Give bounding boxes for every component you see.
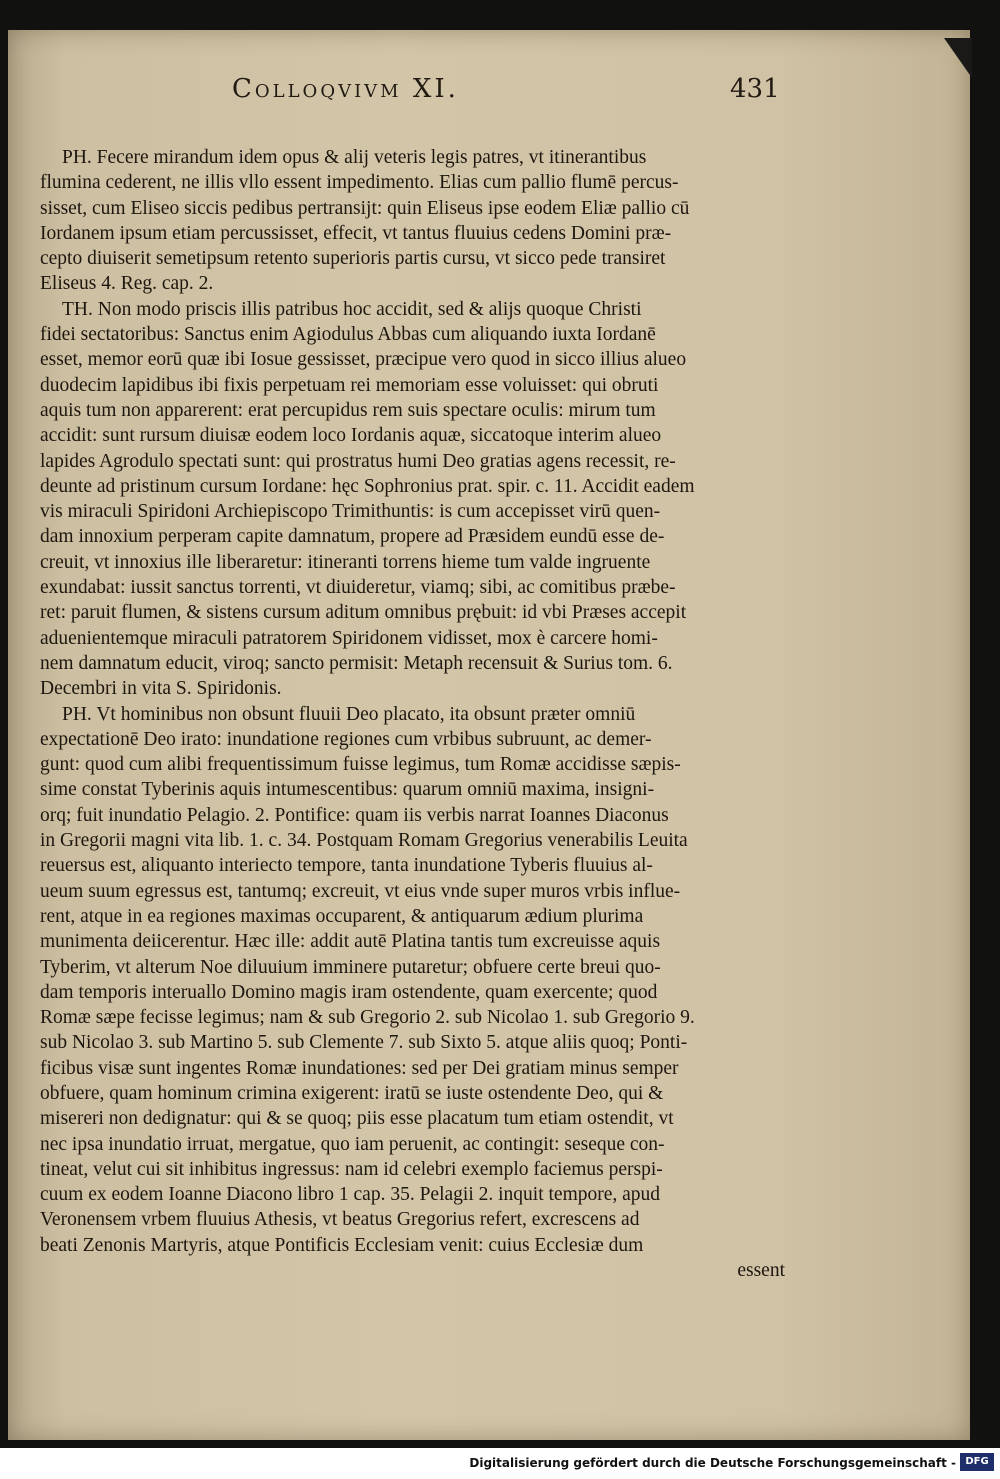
text-line: duodecim lapidibus ibi fixis perpetuam rei memoriam esse voluisset: qui obruti xyxy=(40,374,659,396)
running-title: Colloqvivm XI. xyxy=(232,74,459,104)
text-line: dam temporis interuallo Domino magis iram ostendente, quam exercente; quod xyxy=(40,981,658,1003)
text-line: essent xyxy=(737,1260,785,1282)
text-line: nec ipsa inundatio irruat, mergatue, quo iam peruenit, ac contingit: seseque con- xyxy=(40,1133,665,1155)
text-line: dam innoxium perperam capite damnatum, propere ad Præsidem eundū esse de- xyxy=(40,526,665,548)
page-number: 431 xyxy=(730,74,780,104)
page-header xyxy=(0,74,1000,114)
text-line: beati Zenonis Martyris, atque Pontificis Ecclesiam venit: cuius Ecclesiæ dum xyxy=(40,1234,644,1256)
text-line: tineat, velut cui sit inhibitus ingressus: nam id celebri exemplo faciemus perspi- xyxy=(40,1158,663,1180)
text-line: esset, memor eorū quæ ibi Iosue gessisset, præcipue vero quod in sicco illius alueo xyxy=(40,349,687,371)
text-line: sub Nicolao 3. sub Martino 5. sub Clemente 7. sub Sixto 5. atque aliis quoq; Ponti- xyxy=(40,1032,688,1054)
text-line: obfuere, quam hominum crimina exigerent: iratū se iuste ostendente Deo, qui & xyxy=(40,1082,664,1104)
footer-credit: Digitalisierung gefördert durch die Deutsche Forschungsgemeinschaft - xyxy=(469,1456,956,1470)
text-line: sime constat Tyberinis aquis intumescentibus: quarum omniū maxima, insigni- xyxy=(40,779,655,801)
text-line: rent, atque in ea regiones maximas occuparent, & antiquarum ædium plurima xyxy=(40,905,644,927)
text-line: fidei sectatoribus: Sanctus enim Agiodulus Abbas cum aliquando iuxta Iordanē xyxy=(40,324,656,346)
text-line: Tyberim, vt alterum Noe diluuium imminere putaretur; obfuere certe breui quo- xyxy=(40,956,661,978)
text-line: Veronensem vrbem fluuius Athesis, vt beatus Gregorius refert, excrescens ad xyxy=(40,1209,640,1231)
text-line: cepto diuiserit semetipsum retento superioris partis cursu, vt sicco pede transiret xyxy=(40,248,666,270)
text-line: aquis tum non apparerent: erat percupidus rem suis spectare oculis: mirum tum xyxy=(40,399,656,421)
text-line: ficibus visæ sunt ingentes Romæ inundationes: sed per Dei gratiam minus semper xyxy=(40,1057,679,1079)
text-line: ueum suum egressus est, tantumq; excreuit, vt eius vnde super muros vrbis influe- xyxy=(40,880,681,902)
text-line: creuit, vt innoxius ille liberaretur: itineranti torrens hieme tum valde ingruente xyxy=(40,551,651,573)
text-line: accidit: sunt rursum diuisæ eodem loco Iordanis aquæ, siccatoque interim alueo xyxy=(40,425,662,447)
text-line: orq; fuit inundatio Pelagio. 2. Pontifice: quam iis verbis narrat Ioannes Diaconus xyxy=(40,804,669,826)
text-line: Decembri in vita S. Spiridonis. xyxy=(40,678,282,700)
text-line: reuersus est, aliquanto interiecto tempore, tanta inundatione Tyberis fluuius al- xyxy=(40,855,653,877)
text-line: exundabat: iussit sanctus torrenti, vt diuideretur, viamq; sibi, ac comitibus præbe- xyxy=(40,577,676,599)
text-line: aduenientemque miraculi patratorem Spiridonem vidisset, mox è carcere homi- xyxy=(40,627,658,649)
text-line: Iordanem ipsum etiam percussisset, effecit, vt tantus fluuius cedens Domini præ- xyxy=(40,222,672,244)
text-line: PH. Vt hominibus non obsunt fluuii Deo placato, ita obsunt præter omniū xyxy=(62,703,636,725)
text-line: in Gregorii magni vita lib. 1. c. 34. Postquam Romam Gregorius venerabilis Leuita xyxy=(40,830,688,852)
text-line: nem damnatum educit, viroq; sancto permisit: Metaph recensuit & Surius tom. 6. xyxy=(40,652,673,674)
text-line: Eliseus 4. Reg. cap. 2. xyxy=(40,273,214,295)
digitization-footer xyxy=(0,1448,1000,1479)
text-line: deunte ad pristinum cursum Iordane: hęc Sophronius prat. spir. c. 11. Accidit eadem xyxy=(40,475,695,497)
text-line: expectationē Deo irato: inundatione regiones cum vrbibus subruunt, ac demer- xyxy=(40,728,652,750)
text-line: cuum ex eodem Ioanne Diacono libro 1 cap. 35. Pelagii 2. inquit tempore, apud xyxy=(40,1184,661,1206)
text-line: TH. Non modo priscis illis patribus hoc accidit, sed & alijs quoque Christi xyxy=(62,298,642,320)
text-line: flumina cederent, ne illis vllo essent impedimento. Elias cum pallio flumē percus- xyxy=(40,172,679,194)
text-line: vis miraculi Spiridoni Archiepiscopo Trimithuntis: is cum accepisset virū quen- xyxy=(40,501,661,523)
body-text xyxy=(40,145,785,1283)
text-line: lapides Agrodulo spectati sunt: qui prostratus humi Deo gratias agens recessit, re- xyxy=(40,450,676,472)
text-line: misereri non dedignatur: qui & se quoq; piis esse placatum tum etiam ostendit, vt xyxy=(40,1108,674,1130)
text-line: sisset, cum Eliseo siccis pedibus pertransijt: quin Eliseus ipse eodem Eliæ pallio cū xyxy=(40,197,690,219)
text-line: Romæ sæpe fecisse legimus; nam & sub Gregorio 2. sub Nicolao 1. sub Gregorio 9. xyxy=(40,1007,695,1029)
text-line: munimenta deiicerentur. Hæc ille: addit autē Platina tantis tum excreuisse aquis xyxy=(40,931,661,953)
text-line: gunt: quod cum alibi frequentissimum fuisse legimus, tum Romæ accidisse sæpis- xyxy=(40,754,681,776)
dfg-logo: DFG xyxy=(960,1453,994,1471)
page-corner-fold xyxy=(932,38,972,78)
text-line: ret: paruit flumen, & sistens cursum aditum omnibus prębuit: id vbi Præses accepit xyxy=(40,602,687,624)
text-line: PH. Fecere mirandum idem opus & alij veteris legis patres, vt itinerantibus xyxy=(62,147,647,168)
